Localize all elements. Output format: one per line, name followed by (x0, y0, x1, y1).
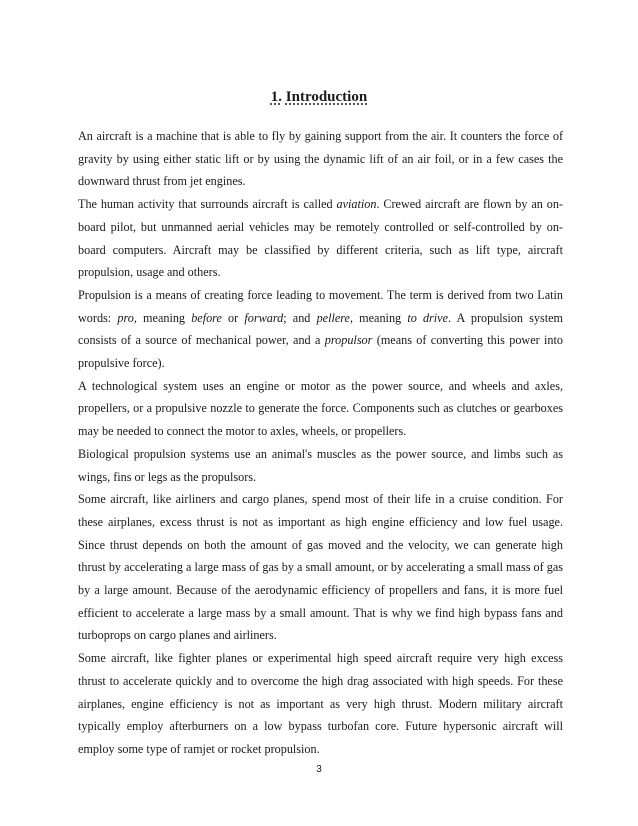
text-run: Some aircraft, like fighter planes or experimental high speed aircraft require very high excess thrust to accelerate quickly and to overcome the high drag associated with high speeds. For these airplanes, engine efficiency is not as important as very high thrust. Modern military aircraft typically employ afterburners on a low bypass turbofan core. Future hypersonic aircraft will employ some type of ramjet or rocket propulsion. (78, 651, 563, 756)
section-heading (0, 89, 638, 106)
text-run: An aircraft is a machine that is able to fly by gaining support from the air. It counters the force of gravity by using either static lift or by using the dynamic lift of an air foil, or in a few cases the downward thrust from jet engines. (78, 129, 563, 189)
italic-term: pro (117, 310, 134, 325)
paragraph (78, 647, 563, 761)
text-run: , meaning (133, 310, 192, 325)
body-text (78, 125, 563, 761)
paragraph (78, 375, 563, 443)
text-run: (means of converting this power into propulsive force). (78, 333, 563, 371)
text-run: . A propulsion system consists of a source of mechanical power, and a (78, 310, 564, 348)
paragraph (78, 193, 563, 284)
italic-term: before (191, 310, 222, 325)
italic-term: propulsor (324, 333, 373, 348)
italic-term: to drive (407, 310, 449, 325)
text-run: A technological system uses an engine or motor as the power source, and wheels and axles, propellers, or a propulsive nozzle to generate the force. Components such as clutches or gearboxes may be needed to connect the motor to axles, wheels, or propellers. (78, 378, 563, 439)
text-run: . Crewed aircraft are flown by an on-board pilot, but unmanned aerial vehicles may be remotely controlled or self-controlled by on-board computers. Aircraft may be classified by different criteria, such as lift type, aircraft propulsion, usage and others. (78, 197, 563, 280)
text-run: Propulsion is a means of creating force leading to movement. The term is derived from two Latin words: (78, 287, 563, 325)
italic-term: pellere (316, 310, 350, 325)
italic-term: aviation (336, 197, 377, 212)
text-run: Biological propulsion systems use an animal's muscles as the power source, and limbs such as wings, fins or legs as the propulsors. (78, 446, 563, 484)
paragraph (78, 488, 563, 647)
text-run: , meaning (349, 310, 408, 325)
text-run: ; and (283, 310, 317, 325)
section-title: Introduction (285, 89, 368, 105)
paragraph (78, 443, 563, 488)
page-number: 3 (316, 764, 322, 775)
paragraph (78, 125, 563, 193)
text-run: The human activity that surrounds aircraft is called (78, 197, 337, 212)
text-run: Some aircraft, like airliners and cargo planes, spend most of their life in a cruise condition. For these airplanes, excess thrust is not as important as high engine efficiency and low fuel usage. Since thrust depends on both the amount of gas moved and the velocity, we can generate high thrust by accelerating a large mass of gas by a small amount, or by accelerating a small mass of gas by a large amount. Because of the aerodynamic efficiency of propellers and fans, it is more fuel efficient to accelerate a large mass by a small amount. That is why we find high bypass fans and turboprops on cargo planes and airliners. (78, 492, 563, 643)
section-number: 1. (270, 89, 283, 105)
paragraph (78, 284, 563, 375)
text-run: or (221, 310, 245, 325)
italic-term: forward (244, 310, 284, 325)
